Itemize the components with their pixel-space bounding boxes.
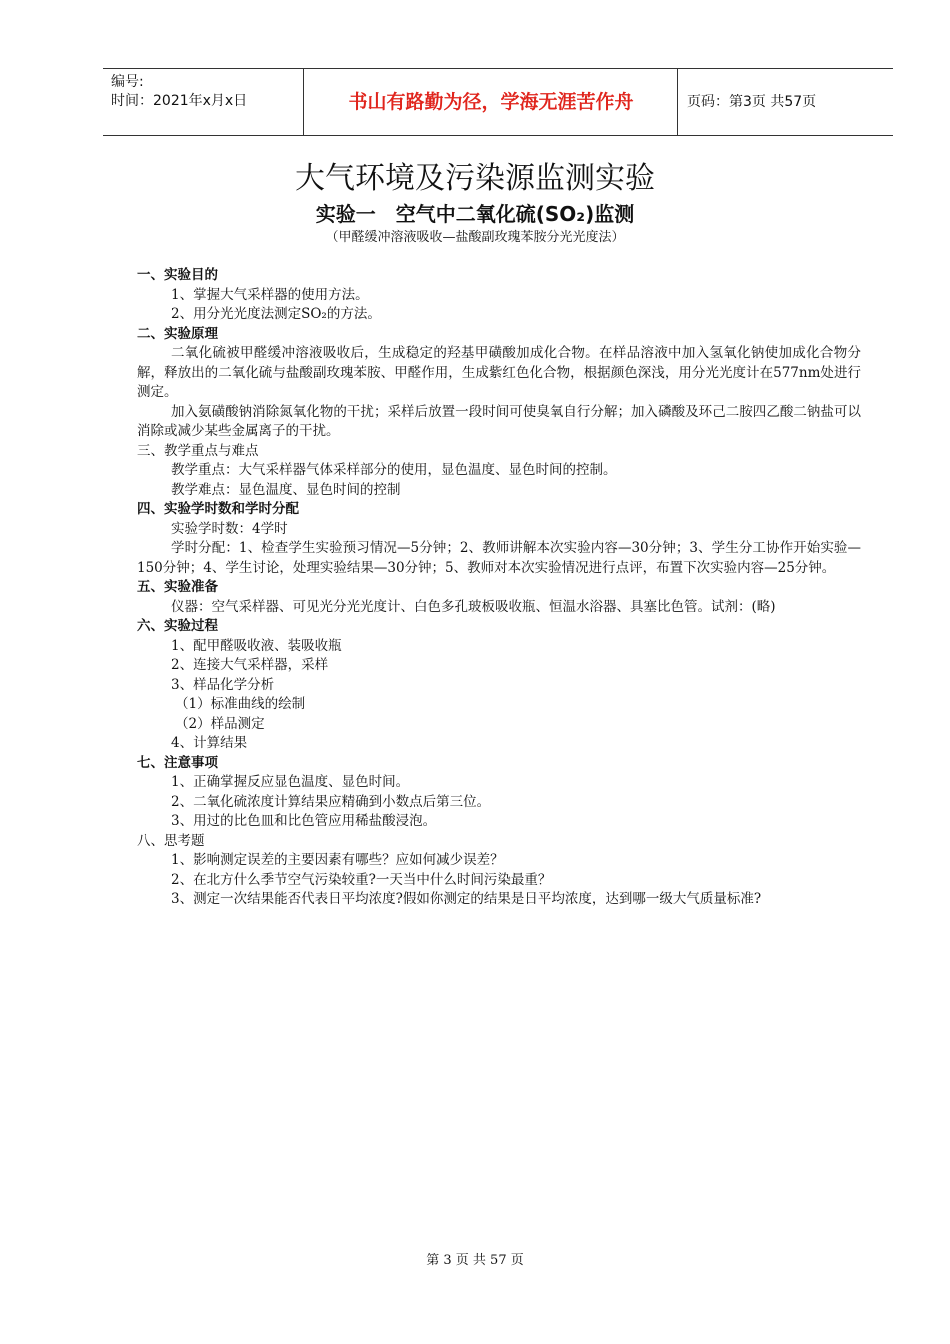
header-divider: [303, 69, 304, 135]
list-item: 2、用分光光度法测定SO₂的方法。: [171, 306, 381, 322]
section-heading: 三、教学重点与难点: [137, 442, 259, 459]
paragraph: 加入氨磺酸钠消除氮氧化物的干扰；采样后放置一段时间可使臭氧自行分解；加入磷酸及环己二胺四乙酸二钠盐可以消除或减少某些金属离子的干扰。: [137, 403, 861, 439]
section-heading: 五、实验准备: [137, 579, 218, 595]
sub-list-item: （2）样品测定: [175, 715, 265, 732]
list-item: 3、用过的比色皿和比色管应用稀盐酸浸泡。: [171, 813, 437, 829]
header-info: [111, 73, 301, 111]
number-label: 编号:: [111, 74, 144, 90]
section-heading: 七、注意事项: [137, 754, 218, 771]
section-heading: 一、实验目的: [137, 267, 218, 283]
list-item: 教学重点：大气采样器气体采样部分的使用，显色温度、显色时间的控制。: [171, 462, 617, 478]
paragraph: 仪器：空气采样器、可见光分光光度计、白色多孔玻板吸收瓶、恒温水浴器、具塞比色管。试剂：(略): [171, 598, 776, 615]
paragraph: 3、测定一次结果能否代表日平均浓度?假如你测定的结果是日平均浓度，达到哪一级大气质量标准?: [171, 891, 762, 907]
section-heading: 四、实验学时数和学时分配: [137, 501, 299, 517]
section-heading: 八、思考题: [137, 832, 205, 849]
list-item: 4、计算结果: [171, 735, 248, 751]
list-item: 2、连接大气采样器，采样: [171, 657, 329, 673]
sub-list-item: （1）标准曲线的绘制: [175, 696, 306, 712]
header-page-label: 页码：第3页 共57页: [687, 94, 817, 110]
method-subtitle: （甲醛缓冲溶液吸收—盐酸副玫瑰苯胺分光光度法）: [325, 230, 625, 245]
list-item: 3、样品化学分析: [171, 676, 275, 693]
section-heading: 六、实验过程: [137, 618, 218, 634]
list-item: 1、影响测定误差的主要因素有哪些？应如何减少误差？: [171, 852, 504, 868]
document-title: 大气环境及污染源监测实验: [295, 161, 655, 196]
time-label: 时间：2021年x月x日: [111, 93, 248, 109]
list-item: 2、二氧化硫浓度计算结果应精确到小数点后第三位。: [171, 793, 491, 810]
list-item: 实验学时数：4学时: [171, 520, 288, 537]
list-item: 1、配甲醛吸收液、装吸收瓶: [171, 637, 342, 654]
list-item: 教学难点：显色温度、显色时间的控制: [171, 481, 401, 498]
paragraph: 二氧化硫被甲醛缓冲溶液吸收后，生成稳定的羟基甲磺酸加成化合物。在样品溶液中加入氢氧化钠使加成化合物分解，释放出的二氧化硫与盐酸副玫瑰苯胺、甲醛作用，生成紫红色化合物，根据颜色深浅，用分光光度计在577nm处进行测定。: [137, 345, 861, 400]
document-body: [137, 266, 861, 910]
list-item: 1、正确掌握反应显色温度、显色时间。: [171, 774, 410, 790]
page-header: [103, 68, 893, 136]
experiment-title: 实验一 空气中二氧化硫(SO₂)监测: [315, 202, 635, 226]
page-footer: 第 3 页 共 57 页: [426, 1253, 524, 1268]
header-motto: 书山有路勤为径，学海无涯苦作舟: [348, 91, 634, 113]
section-heading: 二、实验原理: [137, 325, 218, 342]
paragraph: 学时分配：1、检查学生实验预习情况—5分钟；2、教师讲解本次实验内容—30分钟；3、学生分工协作开始实验—150分钟；4、学生讨论，处理实验结果—30分钟；5、教师对本次实验情况进行点评，布置下次实验内容—25分钟。: [137, 540, 861, 576]
list-item: 2、在北方什么季节空气污染较重?一天当中什么时间污染最重？: [171, 871, 552, 888]
header-divider: [677, 69, 678, 135]
list-item: 1、掌握大气采样器的使用方法。: [171, 286, 369, 303]
